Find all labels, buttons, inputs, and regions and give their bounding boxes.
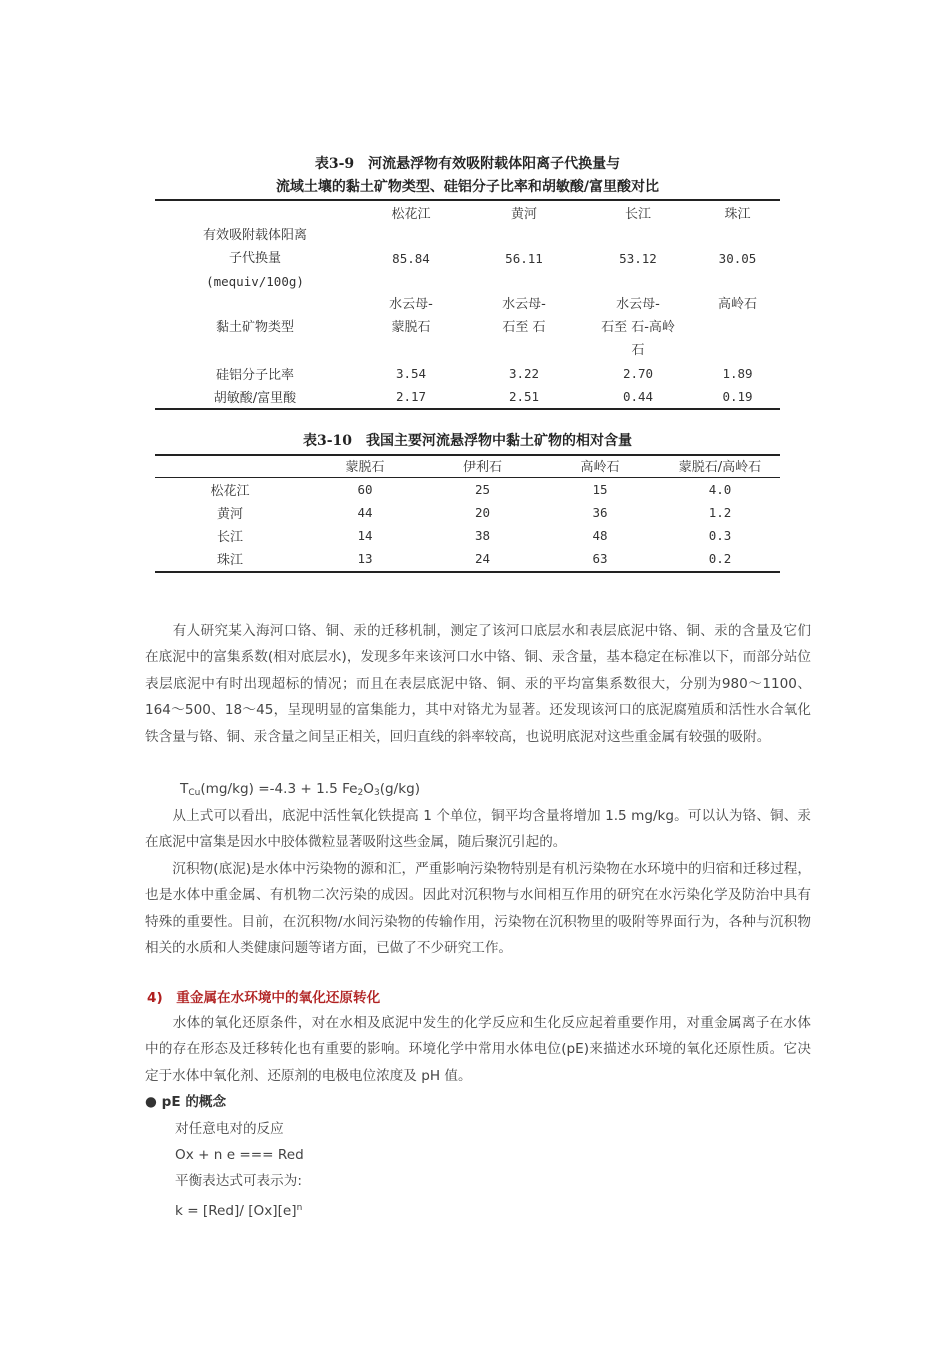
row-label: 黄河 — [216, 507, 243, 522]
row-label: 硅铝分子比率 — [215, 368, 294, 383]
table-cell: 60 — [357, 482, 373, 497]
table-cell: 2.51 — [508, 389, 540, 404]
table-cell: 2.70 — [622, 366, 654, 381]
table2-header-montmorillonite: 蒙脱石 — [345, 460, 385, 476]
formula-end: (g/kg) — [379, 781, 421, 797]
formula-sub-cu: Cu — [188, 788, 201, 798]
table2 — [155, 455, 780, 570]
table-row — [155, 224, 780, 293]
line-reaction-intro: 对任意电对的反应 — [175, 1121, 284, 1137]
table-cell: 63 — [592, 551, 608, 566]
cell-line: 石至 石 — [502, 320, 546, 335]
formula-sub-2: 2 — [357, 788, 364, 798]
row-label: 黏土矿物类型 — [215, 320, 294, 335]
table-cell: 20 — [474, 505, 491, 520]
table-cell: 0.44 — [622, 389, 654, 404]
table-cell: 1.89 — [722, 366, 753, 381]
formula-t: T — [180, 781, 189, 797]
table-cell — [581, 293, 695, 362]
table2-header-row — [155, 455, 780, 477]
table1-header-changjiang: 长江 — [624, 207, 651, 222]
cell-line: 石 — [631, 343, 645, 358]
table-row — [155, 293, 780, 362]
table2-header-blank — [155, 455, 305, 477]
paragraph-2: 从上式可以看出，底泥中活性氧化铁提高 1 个单位，铜平均含量将增加 1.5 mg/kg。可以认为铬、铜、汞在底泥中富集是因水中胶体微粒显著吸附这些金属，随后聚沉引起的。 — [145, 808, 811, 851]
table1-header-huanghe: 黄河 — [510, 207, 537, 222]
line-k-equation — [175, 1198, 302, 1221]
table-cell: 85.84 — [392, 251, 430, 266]
row-label — [155, 224, 355, 293]
table2-header-kaolinite: 高岭石 — [580, 460, 620, 476]
cell-line: 石至 石-高岭 — [601, 320, 675, 335]
table-cell — [467, 293, 581, 362]
line-balance-intro: 平衡表达式可表示为: — [175, 1173, 302, 1189]
row-label: 松花江 — [210, 484, 250, 499]
table1-bottom-rule — [155, 408, 780, 410]
table-cell: 56.11 — [505, 251, 543, 266]
cell-line: 水云母- — [502, 297, 546, 312]
table1-header-songhua: 松花江 — [391, 207, 431, 222]
cell-line: 蒙脱石 — [391, 320, 431, 335]
table-cell — [695, 293, 780, 362]
paragraph-1: 有人研究某入海河口铬、铜、汞的迁移机制，测定了该河口底层水和表层底泥中铬、铜、汞的含量及它们在底泥中的富集系数(相对底层水)，发现多年来该河口水中铬、铜、汞含量，基本稳定在标准以下，而部分站位表层底泥中有时出现超标的情况；而且在表层底泥中铬、铜、汞的平均富集系数很大，分别为980～1100、164～500、18～45，呈现明显的富集能力，其中对铬尤为显著。还发现该河口的底泥腐殖质和活性水合氧化铁含量与铬、铜、汞含量之间呈正相关，回归直线的斜率较高，也说明底泥对这些重金属有较强的吸附。 — [145, 623, 811, 745]
bullet-pe-concept: ● pE 的概念 — [145, 1094, 227, 1110]
line-redox-equation: Ox + n e === Red — [175, 1147, 304, 1163]
table2-title: 表3-10 我国主要河流悬浮物中黏土矿物的相对含量 — [302, 433, 633, 449]
table1-header-row — [155, 201, 780, 224]
paragraph-4: 水体的氧化还原条件，对在水相及底泥中发生的化学反应和生化反应起着重要作用，对重金属离子在水体中的存在形态及迁移转化也有重要的影响。环境化学中常用水体电位(pE)来描述水环境的氧化还原性质。它决定于水体中氧化剂、还原剂的电极电位浓度及 pH 值。 — [145, 1015, 811, 1084]
table-row — [155, 362, 780, 385]
table-cell: 2.17 — [395, 389, 427, 404]
section-heading-4: 4) 重金属在水环境中的氧化还原转化 — [147, 990, 381, 1006]
table-cell: 30.05 — [718, 251, 757, 266]
row-label: 长江 — [216, 530, 243, 545]
paragraph-3: 沉积物(底泥)是水体中污染物的源和汇，严重影响污染物特别是有机污染物在水环境中的归宿和迁移过程，也是水体中重金属、有机物二次污染的成因。因此对沉积物与水间相互作用的研究在水污染化学及防治中具有特殊的重要性。目前，在沉积物/水间污染物的传输作用，污染物在沉积物里的吸附等界面行为，各种与沉积物相关的水质和人类健康问题等诸方面，已做了不少研究工作。 — [145, 861, 811, 957]
row-label-line: 子代换量 — [228, 251, 281, 266]
table-row — [155, 501, 780, 524]
table-cell: 38 — [474, 528, 491, 543]
table1-header-zhujiang: 珠江 — [724, 207, 751, 222]
table-cell — [355, 293, 467, 362]
table-cell: 24 — [474, 551, 491, 566]
table-cell: 0.2 — [708, 551, 732, 566]
row-label-line: (mequiv/100g) — [206, 274, 304, 289]
table-cell: 14 — [357, 528, 373, 543]
cell-line: 高岭石 — [717, 297, 757, 312]
table1 — [155, 201, 780, 408]
table-row — [155, 524, 780, 547]
table-row — [155, 547, 780, 570]
table-cell: 4.0 — [708, 482, 732, 497]
table-cell: 36 — [592, 505, 608, 520]
table-cell: 1.2 — [708, 505, 732, 520]
table1-title-line1: 表3-9 河流悬浮物有效吸附载体阳离子代换量与 — [314, 156, 621, 172]
table-cell: 13 — [357, 551, 373, 566]
table-cell: 0.19 — [722, 389, 753, 404]
table2-header-ratio: 蒙脱石/高岭石 — [678, 460, 762, 476]
row-label-line: 有效吸附载体阳离 — [202, 228, 307, 243]
k-equation-main: k = [Red]/ [Ox][e] — [175, 1203, 297, 1219]
table-row — [155, 478, 780, 501]
table-cell: 25 — [474, 482, 491, 497]
table-cell: 15 — [592, 482, 608, 497]
table-cell: 44 — [357, 505, 373, 520]
table-cell: 48 — [592, 528, 608, 543]
formula-tcu — [180, 779, 420, 803]
table2-header-illite: 伊利石 — [462, 460, 502, 476]
row-label: 珠江 — [216, 553, 243, 568]
formula-mid: (mg/kg) =-4.3 + 1.5 Fe — [200, 781, 358, 797]
k-equation-sup: n — [296, 1203, 303, 1213]
table1-title — [155, 153, 780, 199]
row-label: 胡敏酸/富里酸 — [213, 391, 297, 406]
formula-sub-3: 3 — [373, 788, 380, 798]
formula-o: O — [363, 781, 374, 797]
table-cell: 3.54 — [395, 366, 427, 381]
table-row — [155, 385, 780, 408]
table1-header-blank — [155, 201, 355, 224]
table2-bottom-rule — [155, 571, 780, 573]
cell-line: 水云母- — [616, 297, 660, 312]
table1-title-line2: 流域土壤的黏土矿物类型、硅铝分子比率和胡敏酸/富里酸对比 — [275, 179, 660, 195]
cell-line: 水云母- — [389, 297, 433, 312]
table-cell: 53.12 — [619, 251, 657, 266]
table-cell: 3.22 — [508, 366, 540, 381]
table-cell: 0.3 — [708, 528, 732, 543]
